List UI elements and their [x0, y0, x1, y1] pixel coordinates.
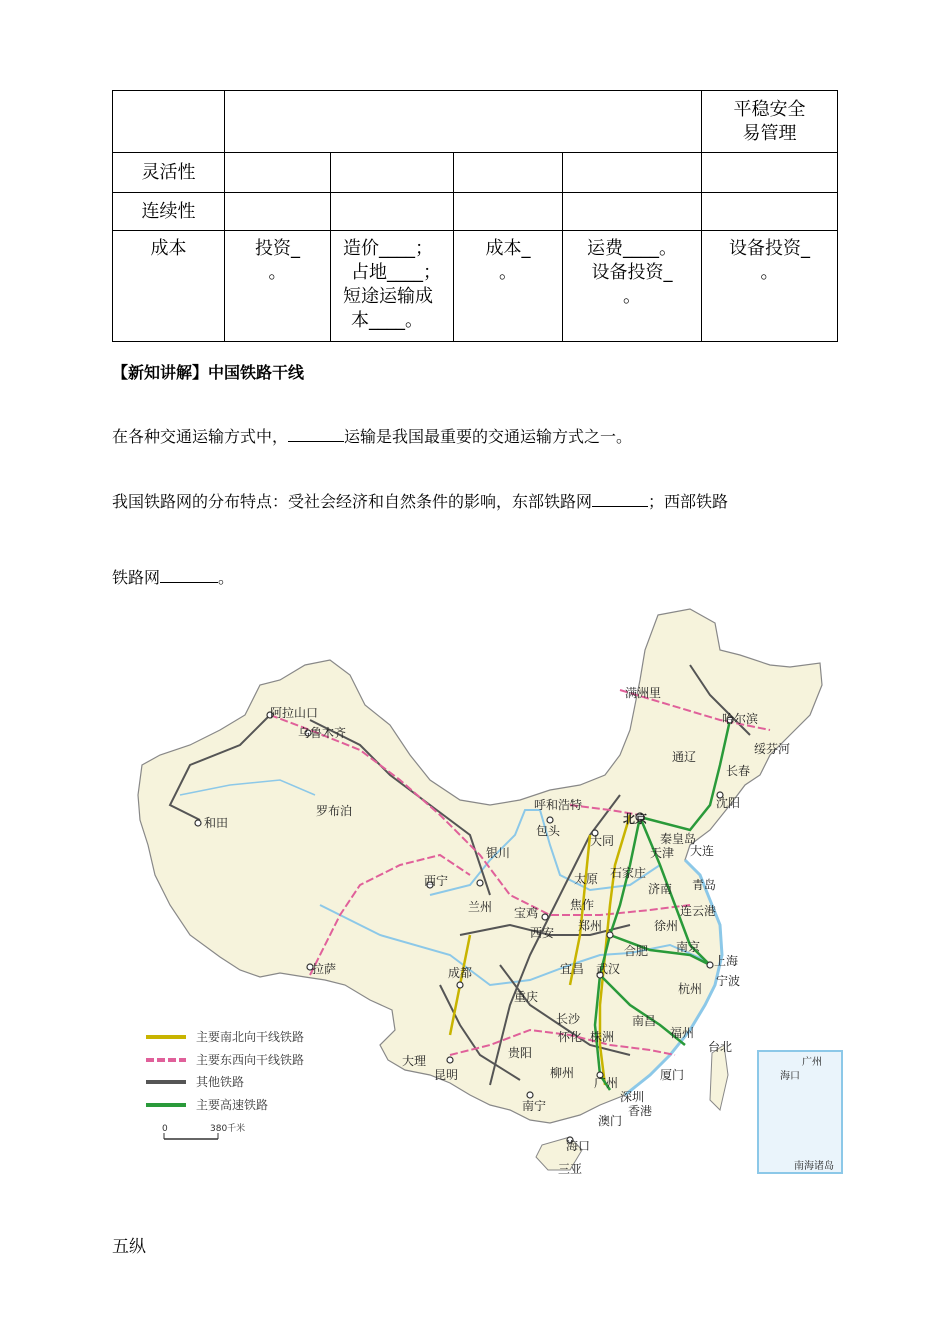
city-label: 福州 [670, 1026, 695, 1040]
city-label: 澳门 [598, 1114, 623, 1128]
paragraph-1 [112, 424, 632, 447]
city-label: 武汉 [596, 962, 621, 976]
legend-label: 主要南北向干线铁路 [196, 1030, 305, 1044]
cell-line: 。 [623, 286, 641, 307]
city-label: 天津 [650, 846, 675, 860]
city-label: 南昌 [632, 1014, 657, 1028]
city-label: 重庆 [514, 990, 539, 1004]
fill-blank[interactable] [160, 566, 218, 583]
city-label: 郑州 [578, 919, 603, 933]
cell-line: 短途运输成 [343, 286, 433, 307]
table-cell [563, 153, 702, 193]
city-label: 西宁 [424, 874, 449, 888]
city-label: 连云港 [680, 904, 717, 918]
legend-label: 主要东西向干线铁路 [196, 1053, 305, 1067]
city-label: 南京 [676, 940, 701, 954]
city-label: 怀化 [558, 1030, 583, 1044]
city-label: 西安 [530, 926, 555, 940]
table-cell [113, 91, 225, 153]
table-cell [702, 153, 838, 193]
city-label: 成都 [448, 966, 473, 980]
row-label-cost: 成本 [113, 231, 225, 342]
city-label: 济南 [648, 882, 673, 896]
table-cell [331, 153, 454, 193]
city-label: 北京 [623, 812, 648, 826]
row-label-continuity: 连续性 [113, 193, 225, 231]
city-label: 大同 [590, 834, 615, 848]
city-label: 乌鲁木齐 [298, 726, 347, 740]
table-cell [225, 193, 331, 231]
city-label: 满洲里 [625, 686, 662, 700]
table-cell [702, 193, 838, 231]
cell-line: 造价____； [343, 238, 433, 259]
para-text: 在各种交通运输方式中， [112, 427, 289, 446]
cell-line: 。 [499, 262, 517, 283]
cell-line: 设备投资_ [591, 262, 673, 283]
city-label: 宝鸡 [514, 906, 539, 920]
inset-label: 广州 [802, 1057, 822, 1068]
city-label: 上海 [714, 954, 739, 968]
city-label: 沈阳 [716, 796, 741, 810]
city-label: 广州 [594, 1076, 619, 1090]
table-cell-safety [702, 91, 838, 153]
south-china-sea-inset [758, 1051, 842, 1173]
cell-line: 。 [268, 262, 287, 283]
fill-blank[interactable] [592, 490, 648, 507]
para-text: 。 [218, 568, 235, 587]
city-label: 宜昌 [560, 962, 585, 976]
city-label: 大连 [690, 844, 715, 858]
city-label: 长春 [726, 764, 751, 778]
cell-line: 运费____。 [587, 238, 677, 259]
cell-line: 易管理 [742, 122, 797, 144]
table-cell [225, 153, 331, 193]
cell-line: 占地____； [351, 262, 441, 283]
city-label: 台北 [708, 1040, 733, 1054]
cell-line: 平稳安全 [733, 98, 806, 120]
city-label: 罗布泊 [316, 804, 353, 818]
row-label-flexibility: 灵活性 [113, 153, 225, 193]
city-label: 徐州 [654, 919, 679, 933]
para-text: 铁路网 [112, 568, 161, 587]
china-railway-map [130, 605, 846, 1177]
section-heading: 【新知讲解】中国铁路干线 [112, 363, 305, 382]
cost-cell-water [454, 231, 563, 342]
city-label: 合肥 [624, 944, 649, 958]
city-label: 柳州 [550, 1066, 575, 1080]
table-cell [454, 153, 563, 193]
paragraph-2 [112, 489, 728, 512]
legend-label: 其他铁路 [196, 1075, 245, 1089]
cost-cell-air [563, 231, 702, 342]
table-cell [454, 193, 563, 231]
cost-cell-rail [225, 231, 331, 342]
city-label: 昆明 [434, 1068, 459, 1082]
city-label: 和田 [204, 816, 229, 830]
map-legend [146, 1029, 304, 1139]
city-label: 太原 [574, 872, 599, 886]
city-label: 南宁 [522, 1099, 547, 1113]
city-label: 株洲 [590, 1030, 615, 1044]
city-label: 大理 [402, 1054, 427, 1068]
cost-cell-road [331, 231, 454, 342]
city-label: 银川 [486, 846, 511, 860]
city-label: 海口 [566, 1139, 591, 1153]
city-label: 哈尔滨 [722, 712, 759, 726]
para-text: 运输是我国最重要的交通运输方式之一。 [344, 427, 633, 446]
city-label: 拉萨 [312, 962, 337, 976]
table-cell [563, 193, 702, 231]
cell-line: 成本_ [485, 238, 531, 259]
comparison-table [112, 90, 838, 342]
city-label: 青岛 [692, 878, 717, 892]
city-label: 石家庄 [610, 866, 647, 880]
city-label: 焦作 [570, 898, 595, 912]
city-label: 长沙 [556, 1012, 581, 1026]
city-label: 杭州 [678, 982, 703, 996]
paragraph-2-line2 [112, 565, 234, 588]
city-label: 深圳 [620, 1090, 645, 1104]
inset-title: 南海诸岛 [794, 1161, 834, 1172]
city-label: 阿拉山口 [270, 706, 319, 720]
fill-blank[interactable] [288, 425, 344, 442]
scale-label: 380千米 [210, 1124, 246, 1134]
cost-cell-pipe [702, 231, 838, 342]
table-cell [225, 91, 702, 153]
city-label: 通辽 [672, 750, 697, 764]
cell-line: 。 [760, 262, 779, 283]
table-cell [331, 193, 454, 231]
city-label: 呼和浩特 [534, 798, 583, 812]
footer-text: 五纵 [112, 1237, 146, 1257]
scale-label: 0 [162, 1124, 168, 1134]
city-label: 兰州 [468, 900, 493, 914]
cell-line: 投资_ [255, 238, 300, 259]
cell-line: 本____。 [351, 310, 423, 331]
city-label: 绥芬河 [754, 742, 791, 756]
para-text: ；西部铁路 [648, 492, 729, 511]
city-label: 三亚 [558, 1162, 583, 1176]
city-label: 贵阳 [508, 1046, 533, 1060]
city-label: 厦门 [660, 1068, 685, 1082]
cell-line: 设备投资_ [729, 238, 810, 259]
inset-label: 海口 [780, 1071, 800, 1082]
para-text: 我国铁路网的分布特点：受社会经济和自然条件的影响，东部铁路网 [112, 492, 593, 511]
city-label: 包头 [536, 824, 561, 838]
legend-label: 主要高速铁路 [196, 1098, 269, 1112]
taiwan-island [710, 1045, 728, 1110]
city-label: 香港 [628, 1104, 653, 1118]
city-label: 秦皇岛 [660, 832, 697, 846]
city-label: 宁波 [716, 974, 741, 988]
